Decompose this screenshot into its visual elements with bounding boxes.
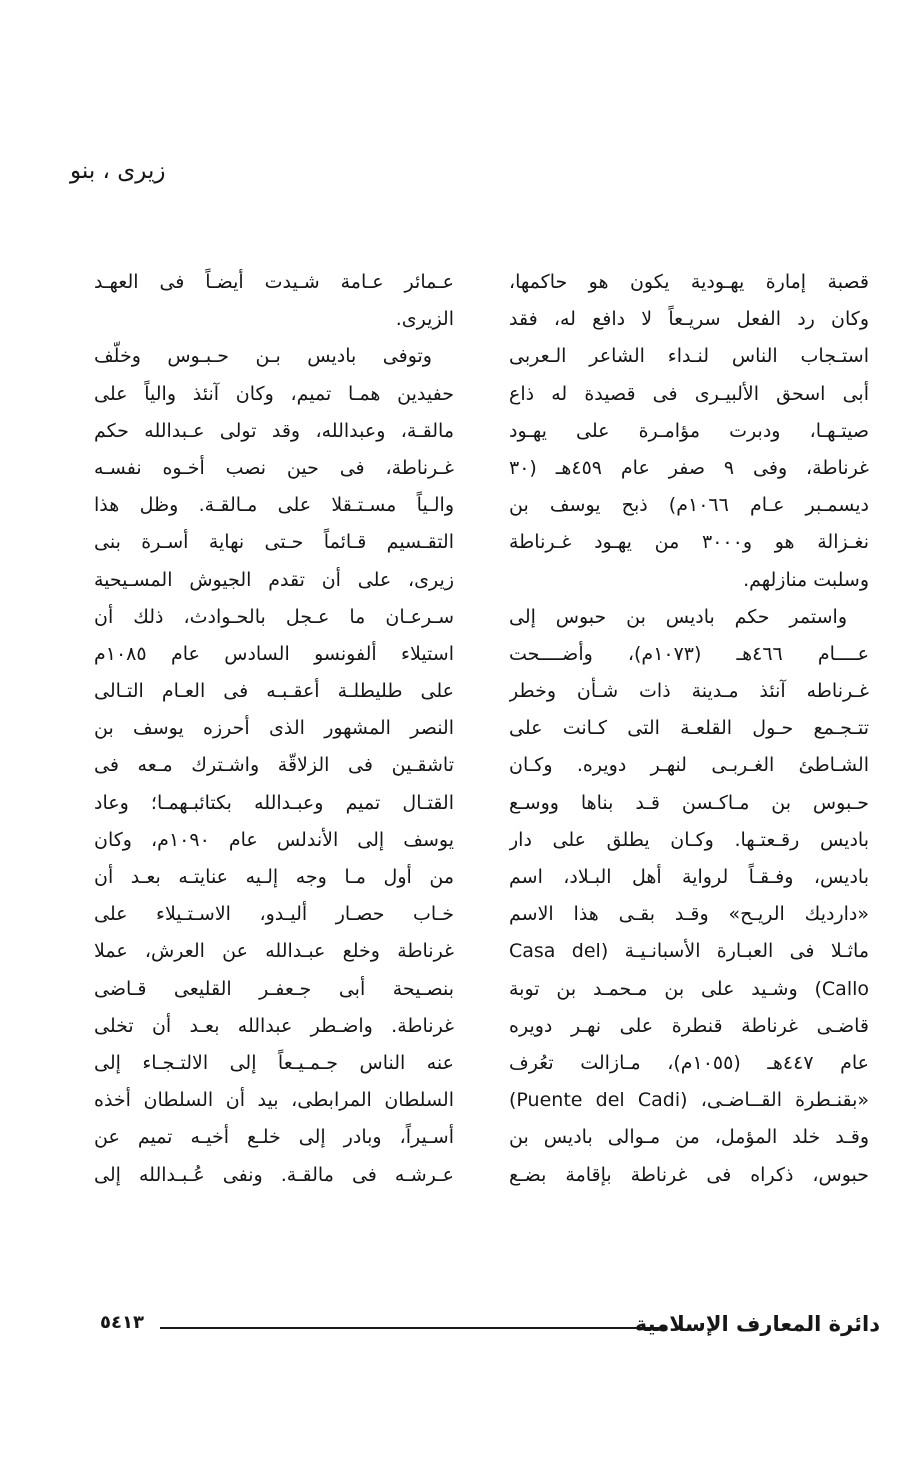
text-line: وسلبت منازلهم.: [743, 568, 869, 591]
text-line: مالقـة، وعبدالله، وقد تولى عـبدالله حكم: [94, 419, 454, 442]
text-line: خـاب حصـار أليـدو، الاسـتـيلاء على: [94, 903, 454, 926]
text-line: عـرشـه فى مالقـة. ونفى عُـبـدالله إلى: [94, 1163, 454, 1186]
text-line: وكان رد الفعل سريـعاً لا دافع له، فقد: [509, 308, 869, 331]
text-line: تتـجـمع حـول القلعـة التى كـانت على: [509, 717, 869, 740]
footer-divider: [160, 1327, 665, 1329]
text-line: يوسف إلى الأندلس عام ١٠٩٠م، وكان: [94, 828, 454, 851]
text-line: من أول مـا وجه إلـيه عنايتـه بعـد أن: [94, 866, 454, 888]
text-line: غرناطة. واضـطر عبدالله بعـد أن تخلى: [94, 1014, 454, 1037]
text-line: غرناطة، وفى ٩ صفر عام ٤٥٩هـ (٣٠: [509, 456, 869, 479]
text-line: تاشقـين فى الزلاقّة واشـترك مـعه فى: [94, 754, 454, 777]
text-line: سـرعـان ما عـجل بالحـوادث، ذلك أن: [94, 605, 454, 628]
text-line: باديس، وفـقـاً لرواية أهل البـلاد، اسم: [509, 866, 869, 888]
text-line: القتـال تميم وعبـدالله بكتائبـهمـا؛ وعاد: [94, 791, 454, 814]
text-line: «دارديك الريـح» وقـد بقـى هذا الاسم: [509, 903, 869, 926]
text-line: السلطان المرابطى، بيد أن السلطان أخذه: [94, 1089, 454, 1112]
text-line: الشـاطئ الغـربـى لنهـر دويره. وكـان: [509, 754, 869, 777]
text-line: قصبة إمارة يهـودية يكون هو حاكمها،: [509, 271, 869, 293]
text-line: حبوس، ذكراه فى غرناطة بإقامة بضـع: [509, 1163, 869, 1186]
text-line: زيرى، على أن تقدم الجيوش المسـيحية: [94, 568, 454, 591]
text-line: باديس رقـعتـها. وكـان يطلق على دار: [509, 828, 869, 851]
text-line: بنصـيحة أبى جـعفـر القليعى قـاضى: [94, 977, 454, 1000]
text-line: استيلاء ألفونسو السادس عام ١٠٨٥م: [94, 642, 454, 665]
text-line: والـياً مسـتـقلا على مـالقـة. وظل هذا: [94, 494, 454, 517]
text-line: على طليطلـة أعقـبـه فى العـام التـالى: [94, 680, 454, 703]
text-line: النصر المشهور الذى أحرزه يوسف بن: [94, 717, 454, 740]
text-line: «بقنـطرة القــاضـى، (Puente del Cadi): [509, 1089, 869, 1112]
page-number: ٥٤١٣: [100, 1312, 144, 1333]
text-line: وتوفى باديس بـن حـبـوس وخلّف: [94, 345, 432, 368]
text-line: صيتـهـا، ودبرت مؤامـرة على يهـود: [509, 419, 869, 442]
running-title: زيرى ، بنو: [70, 158, 166, 184]
text-line: واستمر حكم باديس بن حبوس إلى: [509, 605, 847, 628]
text-line: غـرناطه آنئذ مـدينة ذات شـأن وخطر: [509, 680, 869, 703]
text-line: حـبوس بن مـاكـسن قـد بناها ووسـع: [509, 791, 869, 814]
text-line: الزيرى.: [395, 308, 454, 331]
text-line: غـرناطة، فى حين نصب أخـوه نفسـه: [94, 456, 454, 479]
page-footer: [100, 1312, 880, 1342]
text-line: التقـسيم قـائماً حـتى نهاية أسـرة بنى: [94, 531, 454, 554]
text-line: أبى اسحق الألبيـرى فى قصيدة له ذاع: [509, 382, 869, 405]
text-line: استـجاب الناس لنـداء الشاعر الـعربى: [509, 345, 869, 368]
text-line: عــــام ٤٦٦هـ (١٠٧٣م)، وأضــــحت: [509, 642, 869, 665]
text-column-left: [94, 264, 454, 1194]
text-line: عـمائر عـامة شـيدت أيضـاً فى العهـد: [94, 271, 454, 293]
text-line: عنه الناس جـمـيـعاً إلى الالتـجـاء إلى: [94, 1051, 454, 1074]
text-column-right: [509, 264, 869, 1194]
text-line: قاضـى غرناطة قنطرة على نهـر دويره: [509, 1014, 869, 1037]
text-line: ماثـلا فى العبـارة الأسبانـيـة (Casa del: [509, 940, 869, 963]
text-line: نغـزالة هو و٣٠٠٠ من يهـود غـرناطة: [509, 531, 869, 554]
text-line: عام ٤٤٧هـ (١٠٥٥م)، مـازالت تعُرف: [509, 1051, 869, 1074]
text-line: وقـد خلد المؤمل، من مـوالى باديس بن: [509, 1126, 869, 1149]
text-line: Callo) وشـيد على بن مـحمـد بن توبة: [509, 977, 869, 1000]
text-line: أسـيراً، وبادر إلى خلـع أخيـه تميم عن: [94, 1126, 454, 1149]
text-line: غرناطة وخلع عبـدالله عن العرش، عملا: [94, 940, 454, 963]
publication-title: دائرة المعارف الإسلامية: [634, 1312, 880, 1336]
text-line: حفيدين همـا تميم، وكان آنئذ والياً على: [94, 382, 454, 405]
text-line: ديسمـبر عـام ١٠٦٦م) ذبح يوسف بن: [509, 494, 869, 517]
